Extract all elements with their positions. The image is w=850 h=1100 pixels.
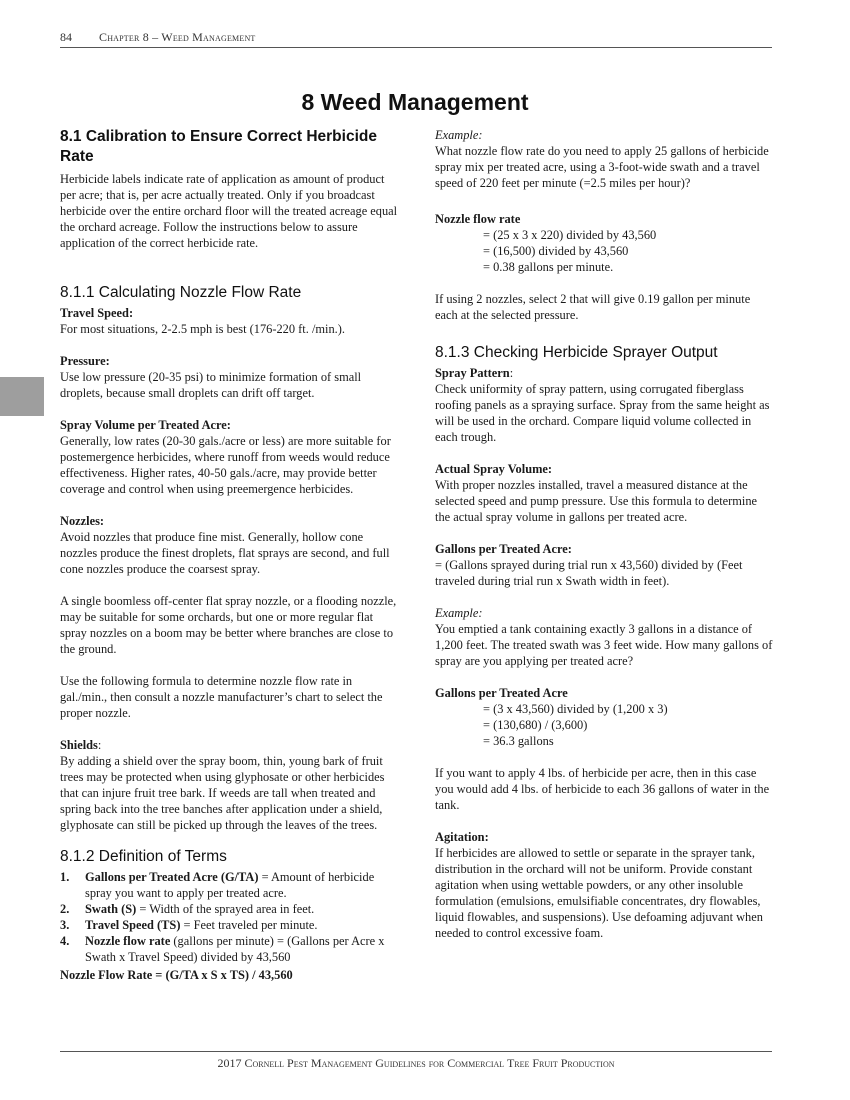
shields-body: By adding a shield over the spray boom, thin, young bark of fruit trees may be protected when using glyphosate or other herbicides that can injure fruit tree bark. If weeds are tall when treated and spring back into the tree banches after application under a shield, glyphosate can still be picked up through the leaves of the trees.: [60, 754, 385, 832]
chapter-title: Chapter 8 – Weed Management: [99, 30, 256, 44]
example-2-body: You emptied a tank containing exactly 3 gallons in a distance of 1,200 feet. The treated swath was 3 feet wide. How many gallons of spray are you applying per treated acre?: [435, 622, 773, 668]
spray-pattern-label-line: Spray Pattern:: [435, 366, 514, 380]
example-2-label: Example:: [435, 606, 483, 620]
pressure-label: Pressure:: [60, 354, 110, 368]
nozzles-paragraph-2: A single boomless off-center flat spray nozzle, or a flooding nozzle, may be suitable for some orchards, but one or more regular flat spray nozzles on a boom may be better where branches are close to the ground.: [60, 594, 397, 656]
spray-pattern-label: Spray Pattern: [435, 366, 510, 380]
shields-label: Shields: [60, 738, 98, 752]
section-8-1-2-heading: 8.1.2 Definition of Terms: [60, 848, 227, 865]
spray-pattern-body: Check uniformity of spray pattern, using corrugated fiberglass roofing panels as a spraying surface. Spray from the same height as will be used in the orchard. Compare liquid volume collected in each trough.: [435, 382, 770, 444]
chapter-thumb-tab: [0, 377, 44, 416]
page-number: 84: [60, 30, 72, 44]
pressure-body: Use low pressure (20-35 psi) to minimize formation of small droplets, because small droplets can drift off target.: [60, 370, 362, 400]
calc-line: = (130,680) / (3,600): [483, 718, 588, 732]
page-title: 8 Weed Management: [301, 89, 529, 115]
travel-speed-body: For most situations, 2-2.5 mph is best (176-220 ft. /min.).: [60, 322, 345, 336]
running-header: [60, 30, 772, 45]
actual-spray-volume-label: Actual Spray Volume:: [435, 462, 553, 476]
list-item: 2. Swath (S) = Width of the sprayed area in feet.: [60, 902, 315, 916]
section-8-1-3-heading: 8.1.3 Checking Herbicide Sprayer Output: [435, 344, 718, 361]
travel-speed-label: Travel Speed:: [60, 306, 134, 320]
calc-line: = 36.3 gallons: [483, 734, 554, 748]
shields-label-line: Shields:: [60, 738, 102, 752]
right-column: [435, 127, 773, 957]
spray-volume-label: Spray Volume per Treated Acre:: [60, 418, 231, 432]
nozzle-flow-rate-label: Nozzle flow rate: [435, 212, 521, 226]
agitation-body: If herbicides are allowed to settle or separate in the sprayer tank, distribution in the orchard will not be uniform. Provide constant agitation when using wettable powders, or any other insoluble formulation (emulsions, emulsifiable concentrates, dry flowables, liquid flowables, and suspensions). Use defoaming adjuvant when needed to control excessive foam.: [435, 846, 763, 940]
nozzles-label: Nozzles:: [60, 514, 105, 528]
section-8-1-body: Herbicide labels indicate rate of application as amount of product per acre; that is, per acre actually treated. Only if you broadcast herbicide over the entire orchard floor will the treated acreage equal the orchard acreage. Follow the instructions below to assure application of the correct herbicide rate.: [60, 172, 398, 250]
section-8-1-heading: 8.1 Calibration to Ensure Correct Herbicide Rate: [60, 128, 377, 165]
nozzles-paragraph-3: Use the following formula to determine nozzle flow rate in gal./min., then consult a nozzle manufacturer’s chart to select the proper nozzle.: [60, 674, 383, 720]
section-8-1-1-heading: 8.1.1 Calculating Nozzle Flow Rate: [60, 284, 302, 301]
terms-list: [60, 869, 398, 965]
calc-line: = (16,500) divided by 43,560: [483, 244, 629, 258]
example-1-label: Example:: [435, 128, 483, 142]
nozzles-body: Avoid nozzles that produce fine mist. Generally, hollow cone nozzles produce the finest droplets, flat sprays are second, and full cone nozzles produce the coarsest spray.: [60, 530, 390, 576]
gallons-per-treated-acre-label: Gallons per Treated Acre:: [435, 542, 572, 556]
herbicide-rate-note: If you want to apply 4 lbs. of herbicide per acre, then in this case you would add 4 lbs. of herbicide to each 36 gallons of water in the tank.: [435, 766, 770, 812]
gallons-per-treated-acre-calc-label: Gallons per Treated Acre: [435, 686, 568, 700]
left-column: [60, 127, 398, 983]
nozzle-flow-formula: Nozzle Flow Rate = (G/TA x S x TS) / 43,560: [60, 968, 293, 982]
page-footer: 2017 Cornell Pest Management Guidelines for Commercial Tree Fruit Production: [217, 1056, 615, 1070]
spray-volume-body: Generally, low rates (20-30 gals./acre or less) are more suitable for postemergence herbicides, where runoff from weeds would reduce effectiveness. Higher rates, 40-50 gals./acre, may provide better coverage and control when using preemergence herbicides.: [60, 434, 391, 496]
list-item: 3. Travel Speed (TS) = Feet traveled per minute.: [60, 918, 318, 932]
agitation-label: Agitation:: [435, 830, 489, 844]
list-item: 4. Nozzle flow rate (gallons per minute) = (Gallons per Acre x Swath x Travel Speed) divided by 43,560: [60, 934, 385, 964]
nozzle-flow-note: If using 2 nozzles, select 2 that will give 0.19 gallon per minute each at the selected pressure.: [435, 292, 751, 322]
actual-spray-volume-body: With proper nozzles installed, travel a measured distance at the selected speed and pump pressure. Use this formula to determine the actual spray volume in gallons per treated acre.: [435, 478, 758, 524]
calc-line: = (3 x 43,560) divided by (1,200 x 3): [483, 702, 668, 716]
gallons-per-treated-acre-body: = (Gallons sprayed during trial run x 43,560) divided by (Feet traveled during trial run x Swath width in feet).: [435, 558, 743, 588]
header-rule: [60, 47, 772, 48]
list-item: 1. Gallons per Treated Acre (G/TA) = Amount of herbicide spray you want to apply per treated acre.: [60, 870, 375, 900]
calc-line: = (25 x 3 x 220) divided by 43,560: [483, 228, 657, 242]
calc-line: = 0.38 gallons per minute.: [483, 260, 614, 274]
example-1-body: What nozzle flow rate do you need to apply 25 gallons of herbicide spray mix per treated acre, using a 3-foot-wide swath and a travel speed of 220 feet per minute (=2.5 miles per hour)?: [435, 144, 769, 190]
footer-rule: [60, 1051, 772, 1052]
